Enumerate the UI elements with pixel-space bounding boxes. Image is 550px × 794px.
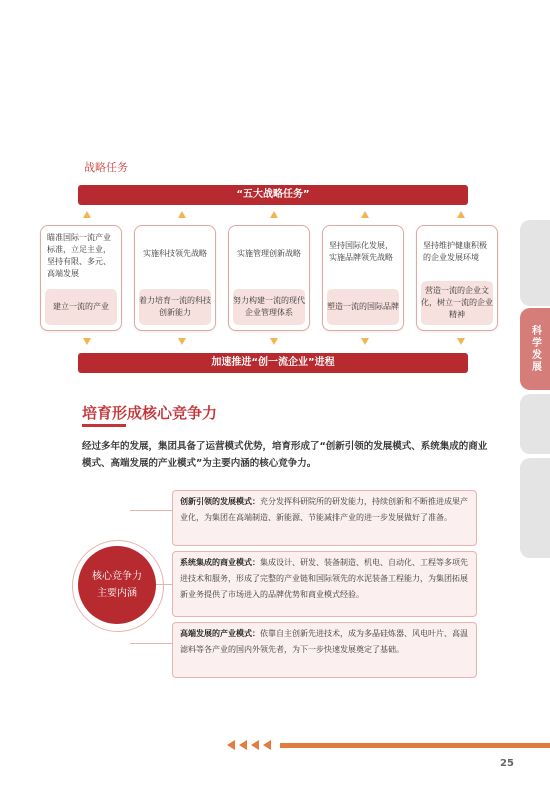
mode-box bbox=[172, 551, 477, 617]
mode-title: 系统集成的商业模式： bbox=[180, 558, 260, 567]
heading-underline bbox=[82, 424, 126, 427]
task-description: 实施科技领先战略 bbox=[143, 249, 207, 258]
core-competence-circle bbox=[78, 546, 156, 624]
mode-text: 集成设计、研发、装备制造、机电、自动化、工程等多项先进技术和服务，形成了完整的产业链和国际领先的水泥装备工程能力，为集团拓展新业务提供了市场进入的品牌优势和商业模式经验。 bbox=[180, 558, 468, 599]
mode-box bbox=[172, 622, 477, 678]
intro-paragraph: 经过多年的发展，集团具备了运营模式优势，培育形成了“创新引领的发展模式、系统集成的商业模式、高端发展的产业模式”为主要内涵的核心竞争力。 bbox=[82, 441, 488, 469]
side-tab[interactable] bbox=[520, 458, 550, 558]
section-heading: 培育形成核心竞争力 bbox=[82, 404, 218, 422]
connector-line bbox=[130, 643, 174, 644]
top-banner: “五大战略任务” bbox=[78, 185, 468, 205]
task-description: 坚持国际化发展，实施品牌领先战略 bbox=[329, 241, 393, 262]
core-label-line2: 主要内涵 bbox=[97, 588, 137, 599]
task-description: 实施管理创新战略 bbox=[237, 249, 301, 258]
mode-title: 高端发展的产业模式： bbox=[180, 629, 260, 638]
task-card bbox=[416, 225, 498, 331]
arrow-up-icon bbox=[270, 211, 278, 218]
section-label: 战略任务 bbox=[84, 161, 128, 174]
mode-title: 创新引领的发展模式： bbox=[180, 497, 260, 506]
chevron-left-icon bbox=[251, 740, 259, 750]
side-tab[interactable] bbox=[520, 220, 550, 306]
task-goal: 营造一流的企业文化，树立一流的企业精神 bbox=[421, 281, 493, 325]
mode-box bbox=[172, 490, 477, 546]
footer-bar bbox=[280, 743, 550, 748]
mode-text: 充分发挥科研院所的研发能力，持续创新和不断推进成果产业化，为集团在高端制造、新能源、节能减排产业的进一步发展做好了准备。 bbox=[180, 497, 468, 522]
mode-text: 依靠自主创新先进技术，成为多晶硅炼器、风电叶片、高温滤料等各产业的国内外领先者，为下一步快速发展奠定了基础。 bbox=[180, 629, 468, 654]
task-goal: 建立一流的产业 bbox=[45, 289, 117, 325]
task-description: 坚持维护健康积极的企业发展环境 bbox=[423, 241, 487, 262]
arrow-down-icon bbox=[361, 338, 369, 345]
arrow-up-icon bbox=[178, 211, 186, 218]
chevron-left-icon bbox=[263, 740, 271, 750]
arrow-down-icon bbox=[457, 338, 465, 345]
task-card bbox=[40, 225, 122, 331]
task-card bbox=[322, 225, 404, 331]
bottom-banner: 加速推进“创一流企业”进程 bbox=[78, 353, 468, 373]
arrow-up-icon bbox=[361, 211, 369, 218]
task-goal: 努力构建一流的现代企业管理体系 bbox=[233, 289, 305, 325]
arrow-up-icon bbox=[83, 211, 91, 218]
arrow-down-icon bbox=[178, 338, 186, 345]
side-tab[interactable] bbox=[520, 394, 550, 454]
task-card bbox=[134, 225, 216, 331]
side-tab-active[interactable]: 科学发展 bbox=[520, 308, 550, 390]
core-label-line1: 核心竞争力 bbox=[92, 571, 142, 582]
page-number: 25 bbox=[500, 758, 514, 769]
chevron-left-icon bbox=[239, 740, 247, 750]
task-description: 瞄准国际一流产业标准，立足主业，坚持有限、多元、高端发展 bbox=[47, 233, 111, 278]
chevron-left-icon bbox=[227, 740, 235, 750]
connector-line bbox=[130, 510, 174, 511]
task-goal: 着力培育一流的科技创新能力 bbox=[139, 289, 211, 325]
arrow-down-icon bbox=[83, 338, 91, 345]
task-goal: 塑造一流的国际品牌 bbox=[327, 289, 399, 325]
arrow-down-icon bbox=[270, 338, 278, 345]
task-card bbox=[228, 225, 310, 331]
arrow-up-icon bbox=[457, 211, 465, 218]
